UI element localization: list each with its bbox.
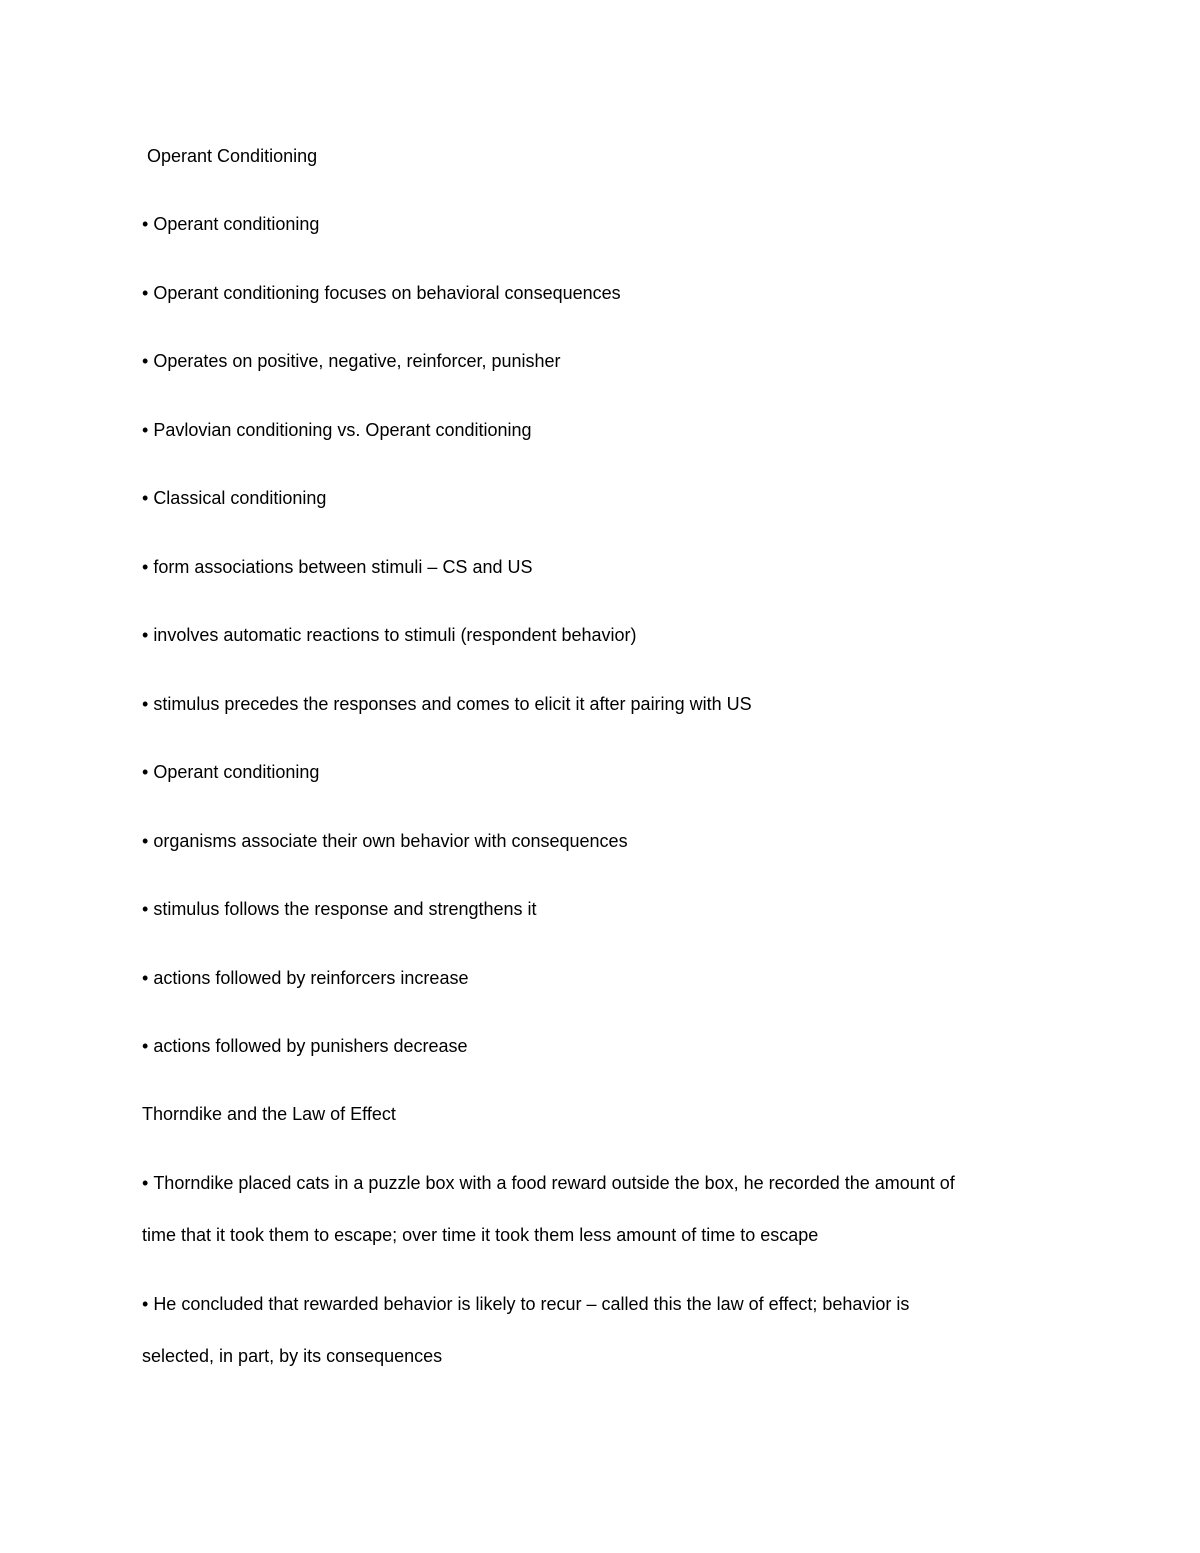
bullet-item <box>142 692 1062 716</box>
bullet-text: Operant conditioning focuses on behavioral consequences <box>153 283 621 303</box>
bullet-item <box>142 1034 1062 1058</box>
paragraph-line <box>142 1292 1062 1316</box>
paragraph-line <box>142 1171 1062 1195</box>
bullet-text: actions followed by punishers decrease <box>153 1036 468 1056</box>
bullet-icon: • <box>142 557 149 577</box>
bullet-icon: • <box>142 694 149 714</box>
bullet-item <box>142 623 1062 647</box>
paragraph-continuation: time that it took them to escape; over time it took them less amount of time to escape <box>142 1225 819 1245</box>
bullet-icon: • <box>142 351 149 371</box>
bullet-text: organisms associate their own behavior with consequences <box>153 831 628 851</box>
bullet-item <box>142 418 1062 442</box>
bullet-icon: • <box>142 214 149 234</box>
bullet-item <box>142 555 1062 579</box>
bullet-item <box>142 829 1062 853</box>
bullet-icon: • <box>142 968 149 988</box>
bullet-icon: • <box>142 625 149 645</box>
bullet-text: Pavlovian conditioning vs. Operant conditioning <box>153 420 532 440</box>
bullet-text: Operates on positive, negative, reinforcer, punisher <box>153 351 561 371</box>
document-title: Operant Conditioning <box>147 146 318 166</box>
bullet-text: stimulus precedes the responses and comes to elicit it after pairing with US <box>153 694 752 714</box>
bullet-text: form associations between stimuli – CS and US <box>153 557 533 577</box>
bullet-icon: • <box>142 899 149 919</box>
bullet-icon: • <box>142 488 149 508</box>
bullet-text: involves automatic reactions to stimuli (respondent behavior) <box>153 625 637 645</box>
bullet-text: Operant conditioning <box>153 762 320 782</box>
section-heading: Thorndike and the Law of Effect <box>142 1104 396 1124</box>
paragraph-text: Thorndike placed cats in a puzzle box with a food reward outside the box, he recorded the amount of <box>153 1173 955 1193</box>
bullet-icon: • <box>142 831 149 851</box>
bullet-icon: • <box>142 283 149 303</box>
bullet-icon: • <box>142 762 149 782</box>
bullet-icon: • <box>142 420 149 440</box>
bullet-icon: • <box>142 1173 149 1193</box>
bullet-item <box>142 349 1062 373</box>
bullet-item <box>142 760 1062 784</box>
bullet-text: Classical conditioning <box>153 488 327 508</box>
bullet-item <box>142 281 1062 305</box>
bullet-text: stimulus follows the response and strengthens it <box>153 899 537 919</box>
bullet-item <box>142 486 1062 510</box>
paragraph-continuation: selected, in part, by its consequences <box>142 1346 443 1366</box>
bullet-icon: • <box>142 1294 149 1314</box>
bullet-item <box>142 966 1062 990</box>
bullet-item <box>142 897 1062 921</box>
paragraph-text: He concluded that rewarded behavior is likely to recur – called this the law of effect; behavior is <box>153 1294 910 1314</box>
bullet-text: actions followed by reinforcers increase <box>153 968 469 988</box>
bullet-text: Operant conditioning <box>153 214 320 234</box>
bullet-item <box>142 212 1062 236</box>
bullet-icon: • <box>142 1036 149 1056</box>
